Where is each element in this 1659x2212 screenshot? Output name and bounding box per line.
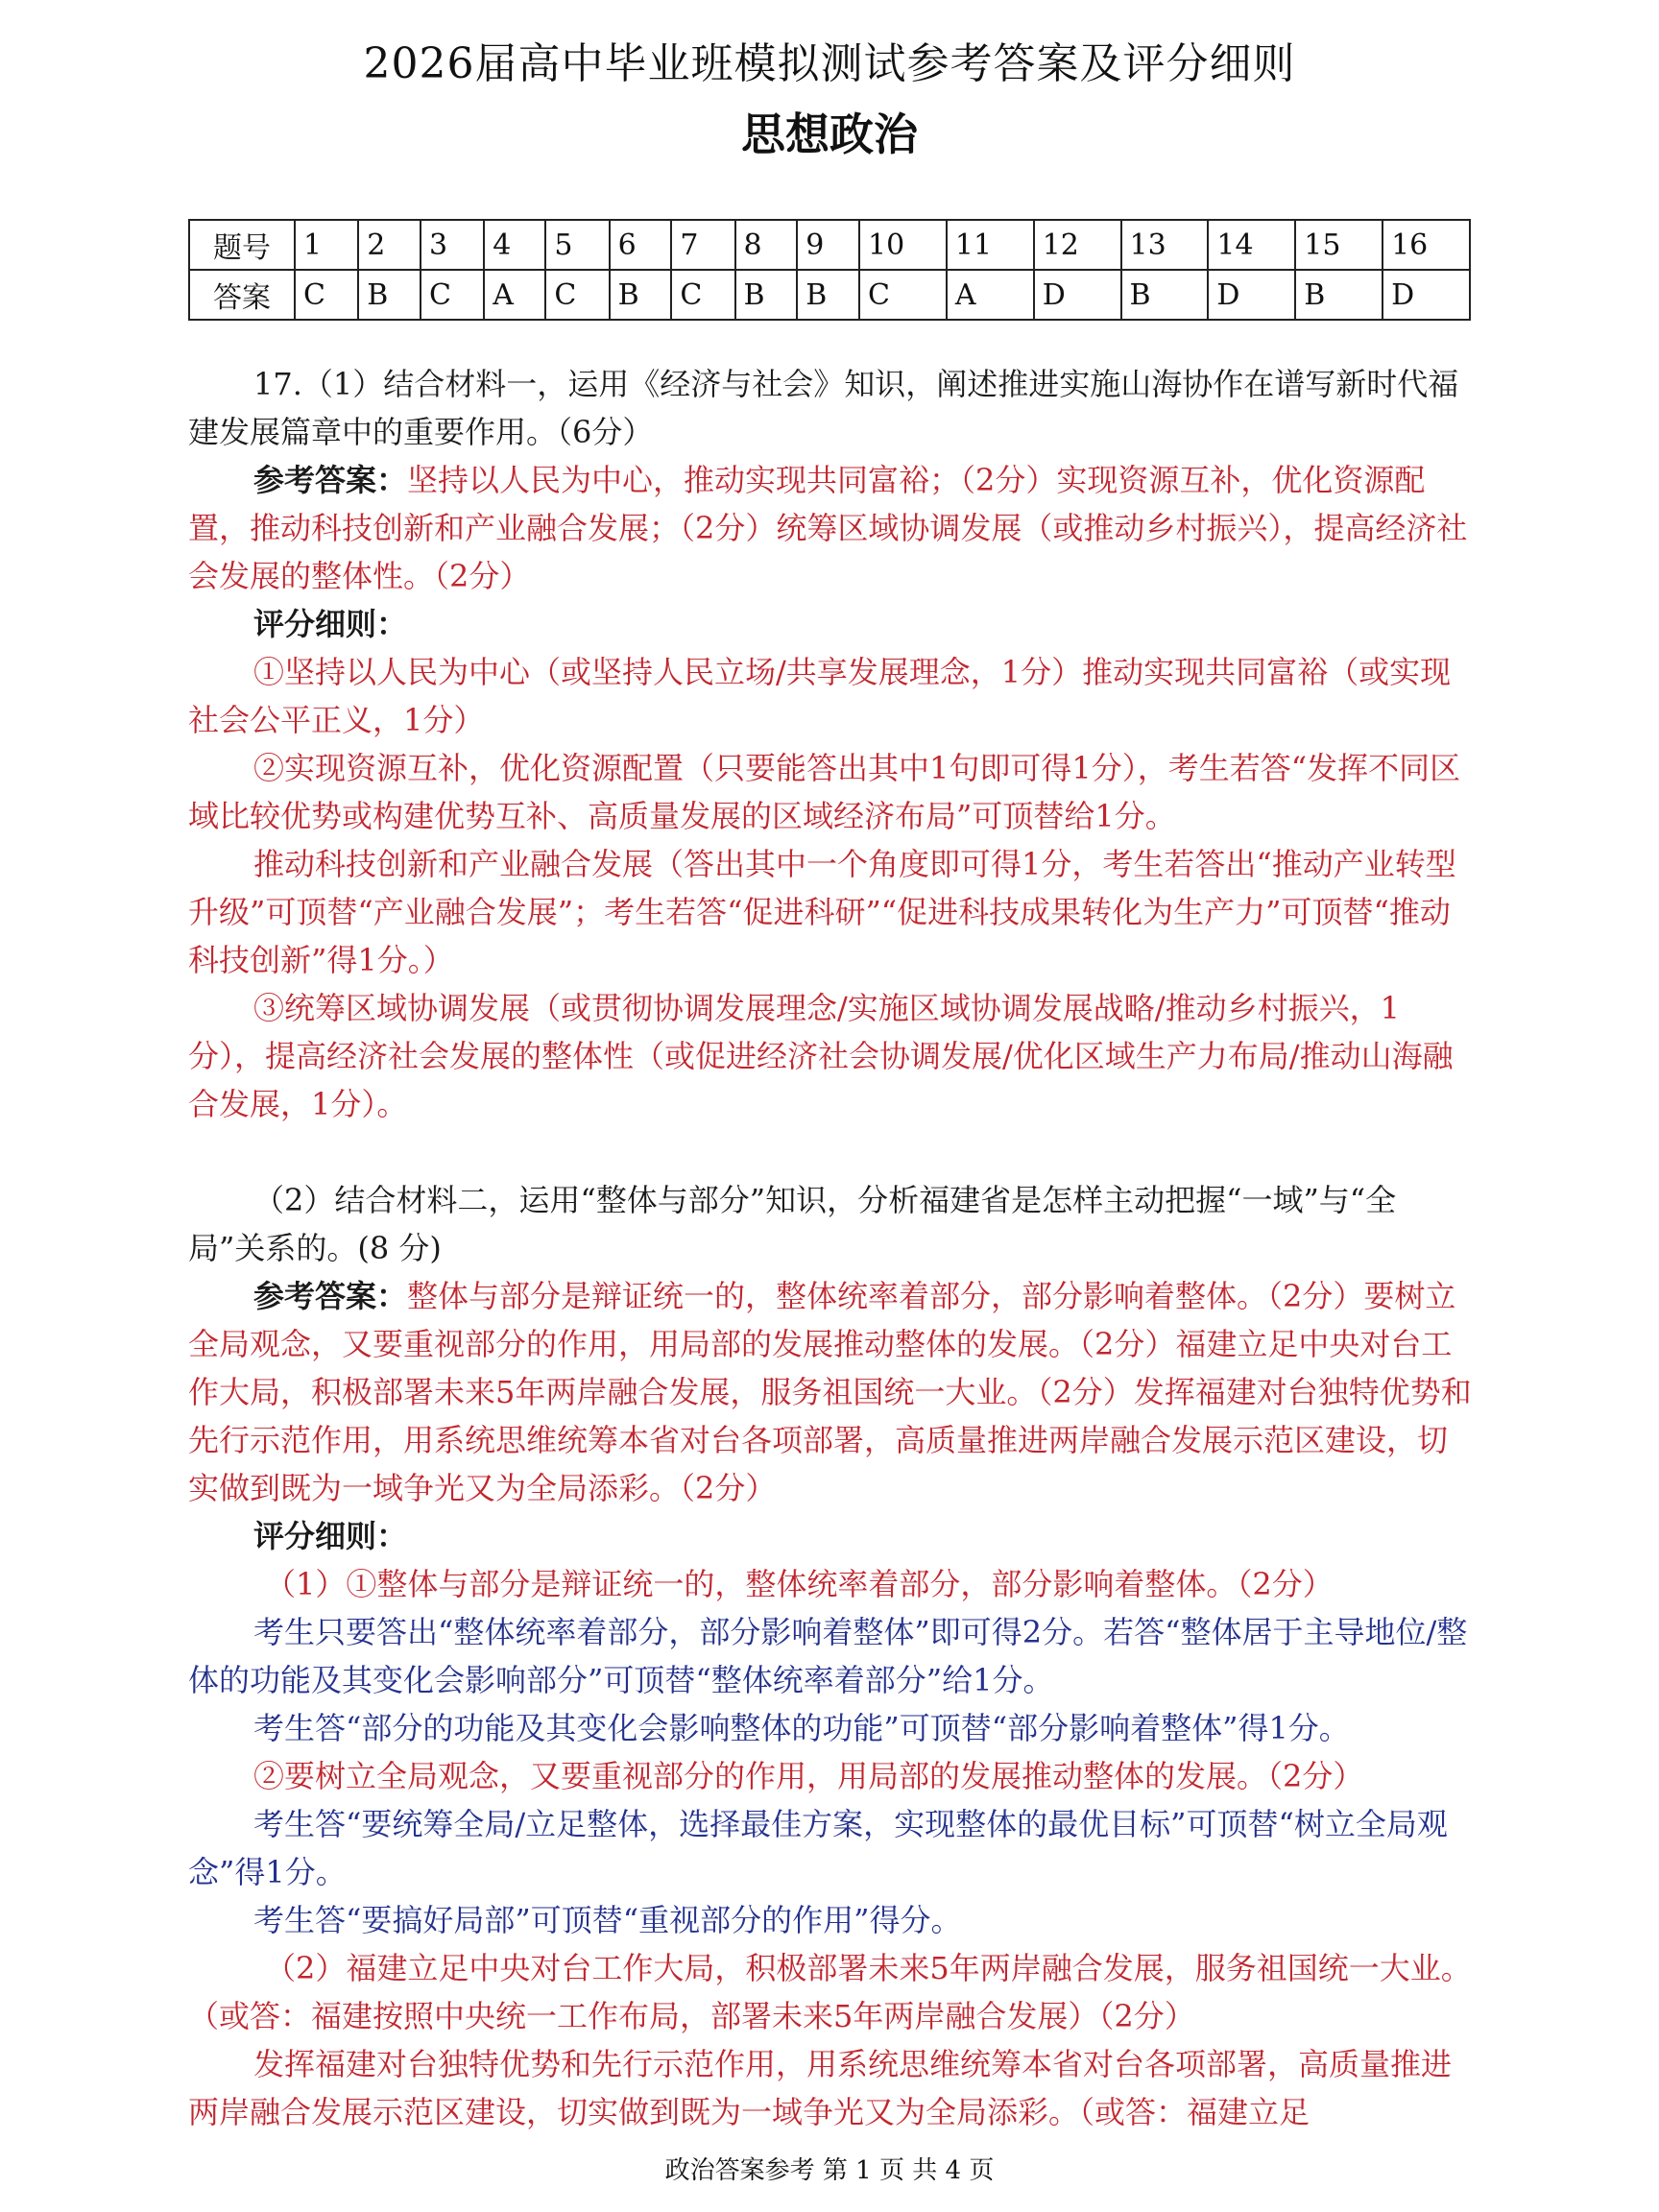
scoring-rule: ②实现资源互补，优化资源配置（只要能答出其中1句即可得1分），考生若答“发挥不同区域比较优势或构建优势互补、高质量发展的区域经济布局”可顶替给1分。	[188, 750, 1461, 834]
scoring-note: 考生只要答出“整体统率着部分，部分影响着整体”即可得2分。若答“整体居于主导地位/整体的功能及其变化会影响部分”可顶替“整体统率着部分”给1分。	[188, 1614, 1468, 1698]
answer-cell: C	[859, 270, 947, 320]
answer-cell: D	[1382, 270, 1470, 320]
question-number: 4	[484, 220, 545, 270]
answer-table	[188, 219, 1471, 321]
answer-cell: C	[545, 270, 609, 320]
question-number: 1	[295, 220, 358, 270]
scoring-note: 考生答“要统筹全局/立足整体，选择最佳方案，实现整体的最优目标”可顶替“树立全局观念”得1分。	[188, 1806, 1448, 1890]
subject-title: 思想政治	[741, 108, 918, 160]
reference-answer-17-2	[188, 1272, 1473, 1512]
question-number: 14	[1208, 220, 1295, 270]
question-17-2: （2）结合材料二，运用“整体与部分”知识，分析福建省是怎样主动把握“一域”与“全局”关系的。(8 分)	[188, 1182, 1397, 1266]
scoring-rule: ③统筹区域协调发展（或贯彻协调发展理念/实施区域协调发展战略/推动乡村振兴，1分），提高经济社会发展的整体性（或促进经济社会协调发展/优化区域生产力布局/推动山海融合发展，1分）。	[188, 990, 1454, 1122]
question-number: 13	[1121, 220, 1209, 270]
question-number: 16	[1382, 220, 1470, 270]
answer-cell: B	[1121, 270, 1209, 320]
answer-cell: C	[295, 270, 358, 320]
question-number: 9	[797, 220, 859, 270]
scoring-rule: 发挥福建对台独特优势和先行示范作用，用系统思维统筹本省对台各项部署，高质量推进两岸融合发展示范区建设，切实做到既为一域争光又为全局添彩。（或答：福建立足	[188, 2046, 1453, 2130]
answer-cell: B	[358, 270, 421, 320]
row-label-number: 题号	[189, 220, 295, 270]
question-number: 15	[1295, 220, 1382, 270]
reference-answer-text: 坚持以人民为中心，推动实现共同富裕；（2分）实现资源互补，优化资源配置，推动科技创新和产业融合发展；（2分）统筹区域协调发展（或推动乡村振兴），提高经济社会发展的整体性。（2分）	[188, 462, 1468, 594]
answer-cell: A	[484, 270, 545, 320]
question-number: 10	[859, 220, 947, 270]
scoring-note: 考生答“部分的功能及其变化会影响整体的功能”可顶替“部分影响着整体”得1分。	[253, 1710, 1350, 1746]
question-17-1: 17.（1）结合材料一，运用《经济与社会》知识，阐述推进实施山海协作在谱写新时代福建发展篇章中的重要作用。（6分）	[188, 366, 1459, 450]
scoring-rule: （1）①整体与部分是辩证统一的，整体统率着部分，部分影响着整体。（2分）	[265, 1566, 1334, 1602]
section-gap	[188, 1128, 1473, 1176]
question-number: 11	[947, 220, 1034, 270]
document-title: 2026届高中毕业班模拟测试参考答案及评分细则	[363, 39, 1296, 88]
answer-cell: B	[735, 270, 798, 320]
question-number: 12	[1034, 220, 1121, 270]
question-number: 7	[671, 220, 734, 270]
reference-answer-label: 参考答案：	[253, 462, 408, 498]
question-number: 5	[545, 220, 609, 270]
scoring-rule: （2）福建立足中央对台工作大局，积极部署未来5年两岸融合发展，服务祖国统一大业。（或答：福建按照中央统一工作布局，部署未来5年两岸融合发展）（2分）	[188, 1950, 1472, 2034]
answer-cell: D	[1034, 270, 1121, 320]
page-footer: 政治答案参考 第 1 页 共 4 页	[664, 2156, 995, 2185]
scoring-rules-label: 评分细则：	[253, 606, 408, 642]
scoring-note: 考生答“要搞好局部”可顶替“重视部分的作用”得分。	[253, 1902, 962, 1938]
question-number: 8	[735, 220, 798, 270]
answer-body	[188, 360, 1473, 2136]
answer-cell: C	[421, 270, 484, 320]
question-number: 6	[610, 220, 672, 270]
question-number: 2	[358, 220, 421, 270]
answer-cell: B	[1295, 270, 1382, 320]
answer-table-answer-row	[189, 270, 1470, 320]
answer-cell: B	[797, 270, 859, 320]
answer-cell: D	[1208, 270, 1295, 320]
scoring-rule: ①坚持以人民为中心（或坚持人民立场/共享发展理念，1分）推动实现共同富裕（或实现社会公平正义，1分）	[188, 654, 1452, 738]
answer-cell: A	[947, 270, 1034, 320]
answer-table-number-row	[189, 220, 1470, 270]
answer-cell: B	[610, 270, 672, 320]
question-number: 3	[421, 220, 484, 270]
scoring-rules-label: 评分细则：	[253, 1518, 408, 1554]
scoring-rule: ②要树立全局观念，又要重视部分的作用，用局部的发展推动整体的发展。（2分）	[253, 1758, 1364, 1794]
reference-answer-label: 参考答案：	[253, 1278, 408, 1314]
reference-answer-text: 整体与部分是辩证统一的，整体统率着部分，部分影响着整体。（2分）要树立全局观念，又要重视部分的作用，用局部的发展推动整体的发展。（2分）福建立足中央对台工作大局，积极部署未来5年两岸融合发展，服务祖国统一大业。（2分）发挥福建对台独特优势和先行示范作用，用系统思维统筹本省对台各项部署，高质量推进两岸融合发展示范区建设，切实做到既为一域争光又为全局添彩。（2分）	[188, 1278, 1472, 1506]
reference-answer-17-1	[188, 456, 1473, 600]
row-label-answer: 答案	[189, 270, 295, 320]
answer-cell: C	[671, 270, 734, 320]
scoring-rule: 推动科技创新和产业融合发展（答出其中一个角度即可得1分，考生若答出“推动产业转型升级”可顶替“产业融合发展”；考生若答“促进科研”“促进科技成果转化为生产力”可顶替“推动科技创新”得1分。）	[188, 846, 1456, 978]
